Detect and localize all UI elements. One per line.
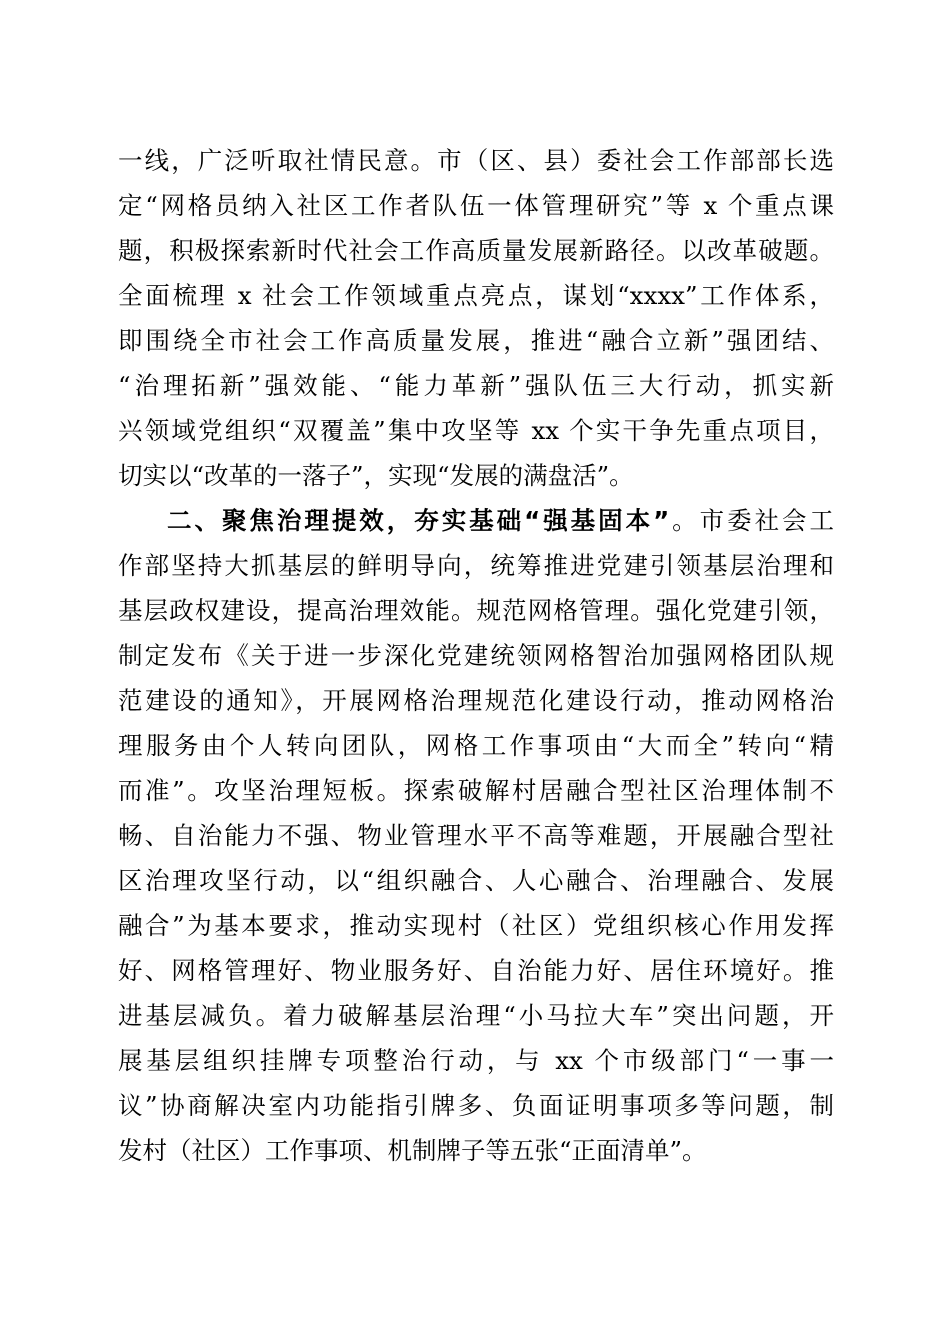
text-line: 定“网格员纳入社区工作者队伍一体管理研究”等 x 个重点课 bbox=[118, 191, 834, 220]
text-line: 融合”为基本要求，推动实现村（社区）党组织核心作用发挥 bbox=[118, 911, 834, 940]
text-line: 展基层组织挂牌专项整治行动，与 xx 个市级部门“一事一 bbox=[118, 1046, 834, 1075]
text-line: “治理拓新”强效能、“能力革新”强队伍三大行动，抓实新 bbox=[118, 371, 834, 400]
text-line: 兴领域党组织“双覆盖”集中攻坚等 xx 个实干争先重点项目， bbox=[118, 416, 834, 445]
text-line: 区治理攻坚行动，以“组织融合、人心融合、治理融合、发展 bbox=[118, 866, 834, 895]
text-line: 而准”。攻坚治理短板。探索破解村居融合型社区治理体制不 bbox=[118, 776, 834, 805]
text-line: 即围绕全市社会工作高质量发展，推进“融合立新”强团结、 bbox=[118, 326, 834, 355]
text-line: 好、网格管理好、物业服务好、自治能力好、居住环境好。推 bbox=[118, 956, 834, 985]
text-line: 理服务由个人转向团队，网格工作事项由“大而全”转向“精 bbox=[118, 731, 834, 760]
section-heading-line bbox=[118, 498, 834, 543]
paragraph-1 bbox=[118, 138, 834, 498]
text-line: 范建设的通知》，开展网格治理规范化建设行动，推动网格治 bbox=[118, 686, 834, 715]
section-heading: 二、聚焦治理提效，夯实基础“强基固本” bbox=[167, 506, 670, 535]
text-line: 全面梳理 x 社会工作领域重点亮点，谋划“xxxx”工作体系， bbox=[118, 281, 834, 310]
document-body bbox=[118, 138, 834, 1173]
paragraph-2 bbox=[118, 498, 834, 1173]
text-line: 制定发布《关于进一步深化党建统领网格智治加强网格团队规 bbox=[118, 641, 834, 670]
text-line: 议”协商解决室内功能指引牌多、负面证明事项多等问题，制 bbox=[118, 1091, 834, 1120]
text-line: 进基层减负。着力破解基层治理“小马拉大车”突出问题，开 bbox=[118, 1001, 834, 1030]
text-line: 一线，广泛听取社情民意。市（区、县）委社会工作部部长选 bbox=[118, 146, 834, 175]
text-line: 发村（社区）工作事项、机制牌子等五张“正面清单”。 bbox=[118, 1136, 707, 1165]
text-line: 切实以“改革的一落子”，实现“发展的满盘活”。 bbox=[118, 461, 634, 490]
heading-line-rest: 。市委社会工 bbox=[669, 506, 835, 535]
text-line: 作部坚持大抓基层的鲜明导向，统筹推进党建引领基层治理和 bbox=[118, 551, 834, 580]
text-line: 畅、自治能力不强、物业管理水平不高等难题，开展融合型社 bbox=[118, 821, 834, 850]
text-line: 题，积极探索新时代社会工作高质量发展新路径。以改革破题。 bbox=[118, 236, 834, 265]
text-line: 基层政权建设，提高治理效能。规范网格管理。强化党建引领， bbox=[118, 596, 834, 625]
